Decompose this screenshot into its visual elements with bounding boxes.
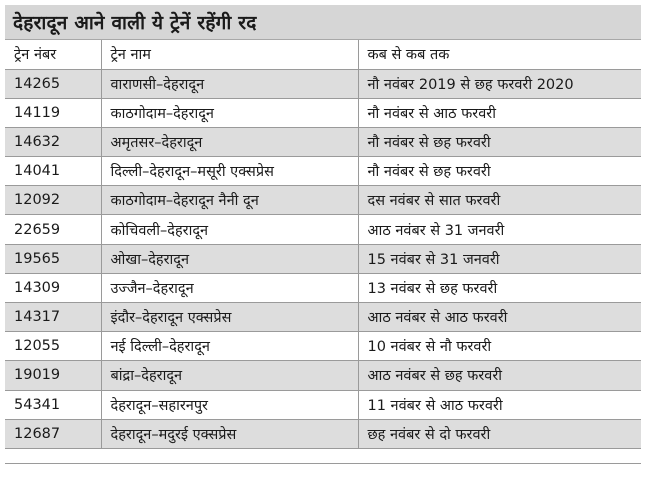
train-name-cell: ओखा–देहरादून <box>101 244 358 273</box>
train-name-cell: उज्जैन–देहरादून <box>101 273 358 302</box>
header-date-range: कब से कब तक <box>358 40 641 69</box>
date-range-cell: आठ नवंबर से 31 जनवरी <box>358 215 641 244</box>
train-number-cell: 54341 <box>5 390 101 419</box>
table-title-bar <box>5 5 641 40</box>
date-range-cell: 10 नवंबर से नौ फरवरी <box>358 332 641 361</box>
train-name-cell: अमृतसर–देहरादून <box>101 127 358 156</box>
table-row <box>5 98 641 127</box>
date-range-cell: नौ नवंबर से छह फरवरी <box>358 157 641 186</box>
train-number-cell: 14041 <box>5 157 101 186</box>
train-name-cell: देहरादून–मदुरई एक्सप्रेस <box>101 419 358 448</box>
date-range-cell: 11 नवंबर से आठ फरवरी <box>358 390 641 419</box>
header-row <box>5 40 641 69</box>
train-number-cell: 19019 <box>5 361 101 390</box>
train-name-cell: काठगोदाम–देहरादून नैनी दून <box>101 186 358 215</box>
table-title: देहरादून आने वाली ये ट्रेनें रहेंगी रद <box>13 12 257 34</box>
train-number-cell: 14265 <box>5 69 101 98</box>
cancelled-trains-table-box <box>5 5 641 449</box>
date-range-cell: नौ नवंबर 2019 से छह फरवरी 2020 <box>358 69 641 98</box>
train-number-cell: 14632 <box>5 127 101 156</box>
date-range-cell: नौ नवंबर से आठ फरवरी <box>358 98 641 127</box>
table-row <box>5 215 641 244</box>
train-name-cell: बांद्रा–देहरादून <box>101 361 358 390</box>
train-number-cell: 14309 <box>5 273 101 302</box>
train-number-cell: 14119 <box>5 98 101 127</box>
table-row <box>5 69 641 98</box>
train-number-cell: 12092 <box>5 186 101 215</box>
table-row <box>5 361 641 390</box>
header-train-number: ट्रेन नंबर <box>5 40 101 69</box>
table-row <box>5 127 641 156</box>
train-name-cell: नई दिल्ली–देहरादून <box>101 332 358 361</box>
header-train-name: ट्रेन नाम <box>101 40 358 69</box>
train-number-cell: 19565 <box>5 244 101 273</box>
train-name-cell: दिल्ली–देहरादून–मसूरी एक्सप्रेस <box>101 157 358 186</box>
train-name-cell: देहरादून–सहारनपुर <box>101 390 358 419</box>
table-row <box>5 157 641 186</box>
date-range-cell: 13 नवंबर से छह फरवरी <box>358 273 641 302</box>
train-name-cell: इंदौर–देहरादून एक्सप्रेस <box>101 303 358 332</box>
train-name-cell: कोचिवली–देहरादून <box>101 215 358 244</box>
table-row <box>5 186 641 215</box>
table-row <box>5 390 641 419</box>
train-number-cell: 12055 <box>5 332 101 361</box>
table-row <box>5 419 641 448</box>
train-name-cell: काठगोदाम–देहरादून <box>101 98 358 127</box>
table-row <box>5 332 641 361</box>
table-row <box>5 273 641 302</box>
trains-table <box>5 40 641 449</box>
table-row <box>5 303 641 332</box>
train-number-cell: 12687 <box>5 419 101 448</box>
train-number-cell: 22659 <box>5 215 101 244</box>
date-range-cell: आठ नवंबर से आठ फरवरी <box>358 303 641 332</box>
bottom-divider <box>5 463 641 464</box>
date-range-cell: छह नवंबर से दो फरवरी <box>358 419 641 448</box>
date-range-cell: आठ नवंबर से छह फरवरी <box>358 361 641 390</box>
train-number-cell: 14317 <box>5 303 101 332</box>
table-row <box>5 244 641 273</box>
date-range-cell: नौ नवंबर से छह फरवरी <box>358 127 641 156</box>
date-range-cell: 15 नवंबर से 31 जनवरी <box>358 244 641 273</box>
date-range-cell: दस नवंबर से सात फरवरी <box>358 186 641 215</box>
train-name-cell: वाराणसी–देहरादून <box>101 69 358 98</box>
